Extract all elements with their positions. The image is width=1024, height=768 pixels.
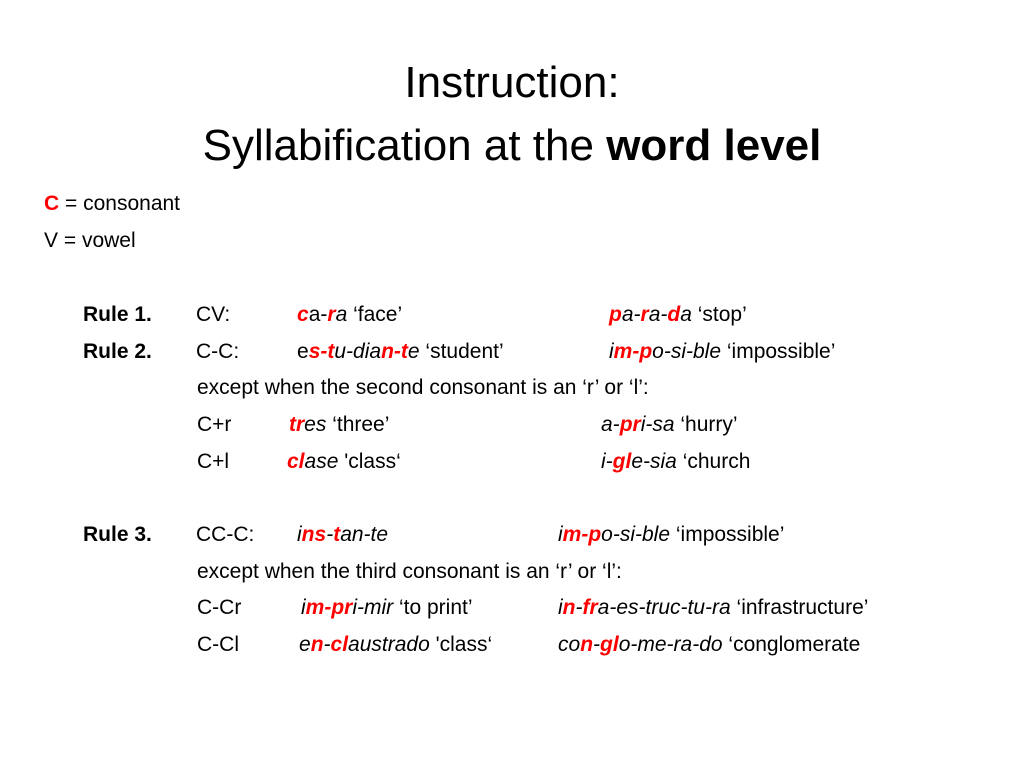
rule3-ccl-example1 [299,632,492,658]
rule2-example2 [609,339,835,365]
rule2-pattern: C-C: [196,340,240,363]
c-definition: = consonant [59,192,181,215]
syllable-segment: i [558,596,563,619]
syllable-segment: a- [648,303,668,326]
syllable-segment: m-p [562,523,602,546]
syllable-segment: es [304,413,327,436]
rule3-ccl-example2 [558,632,860,658]
syllable-segment: o-me-ra-do [618,633,723,656]
syllable-segment: - [575,596,583,619]
rule3-example2 [558,522,784,548]
syllable-segment: 'class‘ [429,633,493,656]
syllable-segment: a [680,303,692,326]
slide-title-line2 [0,121,1024,171]
syllable-segment: o-si-ble [652,340,722,363]
syllable-segment: gl [612,450,632,473]
slide-title-line1: Instruction: [404,58,620,107]
syllable-segment: ‘conglomerate [722,633,861,656]
syllable-segment: 'class‘ [338,450,401,473]
syllable-segment: - [323,633,331,656]
syllable-segment: u-dia [334,340,382,363]
syllable-segment: ‘three’ [326,413,390,436]
rule1-example2 [609,302,747,328]
syllable-segment: n [310,633,324,656]
syllable-segment: ‘church [676,450,751,473]
syllable-segment: i [297,523,302,546]
syllable-segment: ‘impossible’ [721,340,836,363]
rule1-label: Rule 1. [83,303,152,326]
syllable-segment: e [299,633,311,656]
syllable-segment: d [667,303,681,326]
rule3-ccr-pattern: C-Cr [197,596,242,619]
syllable-segment: a [335,303,348,326]
rule3-example1 [297,522,388,548]
syllable-segment: n-t [381,340,408,363]
syllable-segment: a-es-truc-tu-ra [597,596,731,619]
rule2-cr-pattern: C+r [197,413,232,436]
rule1-pattern: CV: [196,303,231,326]
syllable-segment: pr [619,413,641,436]
rule2-label: Rule 2. [83,340,152,363]
syllable-segment: - [326,523,334,546]
c-symbol: C [44,192,60,215]
syllable-segment: gl [600,633,619,656]
syllable-segment: n [580,633,594,656]
syllable-segment: e-sia [631,450,677,473]
rule2-cl-example1 [287,449,401,475]
rule3-ccr-example2 [558,595,868,621]
syllable-segment: i [301,596,306,619]
syllable-segment: a- [621,303,641,326]
rule2-cl-example2 [601,449,750,475]
syllable-segment: fr [582,596,598,619]
syllable-segment: cl [287,450,305,473]
rule3-ccr-example1 [301,595,473,621]
syllable-segment: ‘student’ [419,340,504,363]
syllable-segment: m-p [613,340,653,363]
syllable-segment: a- [601,413,620,436]
title-prefix: Syllabification at the [202,121,607,170]
rule3-exception: except when the third consonant is an ‘r’ or ‘l’: [197,560,622,583]
syllable-segment: i-sa [640,413,675,436]
rule3-ccl-pattern: C-Cl [197,633,239,656]
syllable-segment: an-te [340,523,389,546]
legend-consonant [44,191,180,217]
syllable-segment: ‘stop’ [691,303,747,326]
syllable-segment: r [640,303,649,326]
syllable-segment: m-pr [305,596,353,619]
syllable-segment: ‘impossible’ [670,523,785,546]
syllable-segment: a- [308,303,328,326]
rule2-cr-example2 [601,412,738,438]
syllable-segment: n [562,596,576,619]
syllable-segment: o-si-ble [601,523,671,546]
syllable-segment: cl [330,633,349,656]
syllable-segment: r [327,303,336,326]
syllable-segment: - [593,633,601,656]
rule2-exception: except when the second consonant is an ‘r’ or ‘l’: [197,376,649,399]
syllable-segment: tr [289,413,305,436]
syllable-segment: i [558,523,563,546]
syllable-segment: s-t [308,340,335,363]
syllable-segment: c [297,303,309,326]
rule1-example1 [297,302,402,328]
title-bold: word level [606,121,822,170]
syllable-segment: t [333,523,341,546]
rule3-pattern: CC-C: [196,523,255,546]
syllable-segment: ‘infrastructure’ [730,596,869,619]
syllable-segment: co [558,633,581,656]
syllable-segment: e [297,340,309,363]
syllable-segment: ase [304,450,339,473]
legend-vowel: V = vowel [44,229,136,252]
syllable-segment: austrado [348,633,430,656]
rule3-label: Rule 3. [83,523,152,546]
syllable-segment: ns [301,523,327,546]
syllable-segment: ‘to print’ [393,596,473,619]
syllable-segment: ‘face’ [347,303,403,326]
syllable-segment: i-mir [352,596,394,619]
syllable-segment: p [609,303,622,326]
syllable-segment: i [609,340,614,363]
syllable-segment: ‘hurry’ [674,413,738,436]
rule2-cl-pattern: C+l [197,450,230,473]
rule2-example1 [297,339,504,365]
rule2-cr-example1 [289,412,389,438]
syllable-segment: i- [601,450,613,473]
syllable-segment: e [407,340,420,363]
